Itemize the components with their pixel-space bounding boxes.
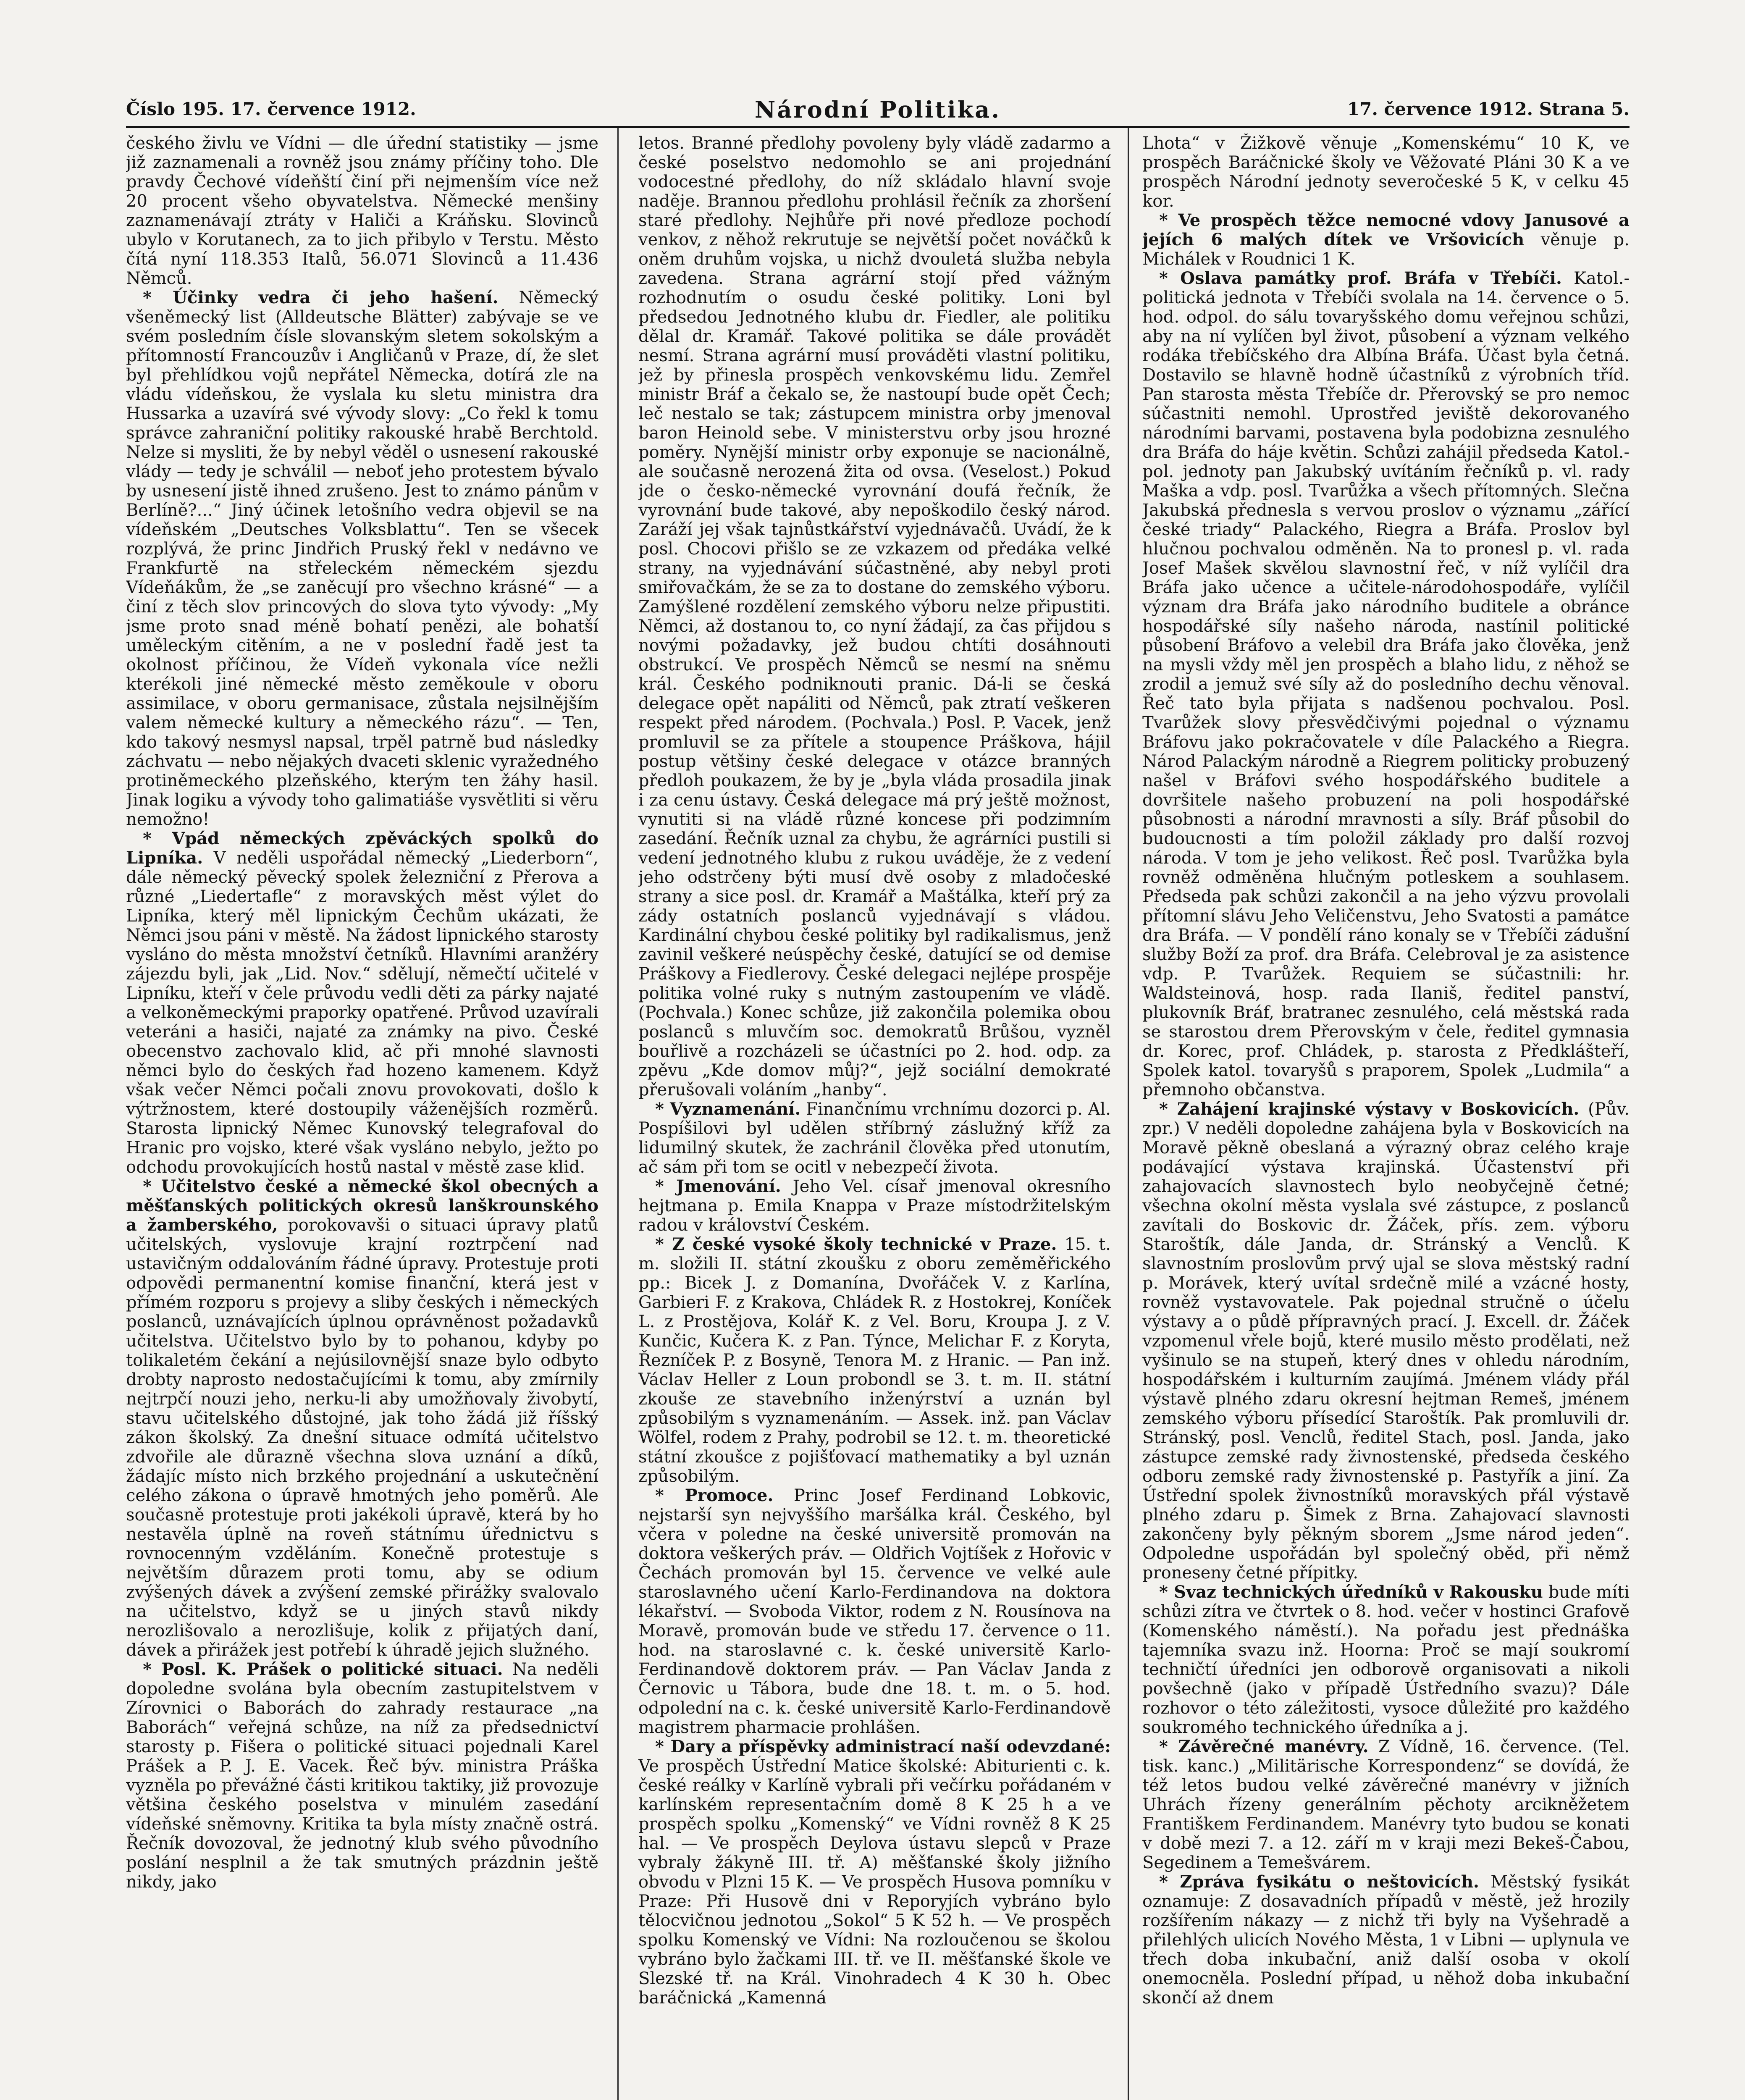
page-header: [126, 96, 1630, 128]
article-heading: * Posl. K. Prášek o politické situaci.: [143, 1659, 503, 1679]
article-heading: * Dary a příspěvky administrací naší odevzdané:: [655, 1737, 1111, 1756]
article-paragraph: letos. Branné předlohy povoleny byly vládě zadarmo a české poselstvo nedomohlo se ani projednání vodocestné předlohy, do níž skládalo hlavní svoje naděje. Brannou předlohu prohlásil řečník za zhoršení staré předlohy. Nejhůře při nové předloze pochodí venkov, z něhož rekrutuje se největší počet nováčků k oněm druhům vojska, u nichž dvouletá služba nebyla zavedena. Strana agrární stojí před vážným rozhodnutím o osudu české politiky. Loni byl předsedou Jednotného klubu dr. Fiedler, ale politiku dělal dr. Kramář. Takové politika se dále provádět nesmí. Strana agrární musí prováděti vlastní politiku, jež by přinesla prospěch venkovskému lidu. Zemřel ministr Bráf a čekalo se, že nastoupí bude opět Čech; leč nestalo se tak; zástupcem ministra orby jmenoval baron Heinold sebe. V ministerstvu orby jsou hrozné poměry. Nynější ministr orby exponuje se nacionálně, ale současně nerozená žita od ovsa. (Veselost.) Pokud jde o česko-německé vyrovnání doufá řečník, že vyrovnání bude takové, aby nepoškodilo český národ. Zaráží jej však tajnůstkářství vyjednávačů. Uvádí, že k posl. Chocovi přišlo se ze vzkazem od předáka velké strany, na vyjednávání súčastněné, aby nebyl proti smiřovačkám, že se za to dostane do zemského výboru. Zamýšlené rozdělení zemského výboru nelze připustiti. Němci, až dostanou to, co nyní žádají, za čas přijdou s novými požadavky, jež budou chtíti dosáhnouti obstrukcí. Ve prospěch Němců se nesmí na sněmu král. Českého podniknouti pranic. Dá-li se česká delegace opět napáliti od Němců, pak ztratí veškeren respekt před národem. (Pochvala.) Posl. P. Vacek, jenž promluvil se za přítele a stoupence Práškova, hájil postup většiny české delegace v otázce branných předloh poukazem, že by je „byla vláda prosadila jinak i za cenu ústavy. Česká delegace má prý ještě možnost, vynutiti si na vládě různé koncese při podzimním zasedání. Řečník uznal za chybu, že agrárníci pustili si vedení jednotného klubu z rukou uváděje, že z vedení jeho odstrčeny býti musí dvě osoby z mladočeské strany a sice posl. dr. Kramář a Maštálka, kteří prý za zády ostatních poslanců vyjednávají s vládou. Kardinální chybou české politiky byl radikalismus, jenž zavinil veškeré neúspěchy české, datující se od demise Práškovy a Fiedlerovy. České delegaci nejlépe prospěje politika volné ruky s nutným zastoupením ve vládě. (Pochvala.) Konec schůze, již zakončila polemika obou poslanců s mluvčím soc. demokratů Brůšou, vyzněl bouřlivě a rozcházeli se účastníci po 2. hod. odp. za zpěvu „Kde domov můj?“, jejž sociální demokraté přerušovali voláním „hanby“.: [638, 134, 1111, 1100]
article-paragraph: Lhota“ v Žižkově věnuje „Komenskému“ 10 K, ve prospěch Baráčnické školy ve Věžovaté Pláni 30 K a ve prospěch Národní jednoty severočeské 5 K, v celku 45 kor.: [1142, 134, 1630, 211]
article-paragraph: * Svaz technických úředníků v Rakousku bude míti schůzi zítra ve čtvrtek o 8. hod. večer v hostinci Grafově (Komenského náměstí.). Na pořadu jest přednáška tajemníka svazu inž. Hoorna: Proč se mají soukromí techničtí úředníci jen odborově organisovati a nikoli povšechně (jako v případě Ústředního svazu)? Dále rozhovor o této záležitosti, vysoce důležité pro každého soukromého technického úředníka a j.: [1142, 1582, 1630, 1737]
article-heading: * Účinky vedra či jeho hašení.: [143, 288, 499, 307]
article-heading: * Svaz technických úředníků v Rakousku: [1159, 1582, 1543, 1602]
article-paragraph: * Vyznamenání. Finančnímu vrchnímu dozorci p. Al. Pospíšilovi byl udělen stříbrný záslužný kříž za lidumilný skutek, že zachránil člověka před utonutím, ač sám při tom se ocitl v nebezpečí života.: [638, 1099, 1111, 1177]
article-heading: * Zpráva fysikátu o neštovicích.: [1159, 1872, 1479, 1892]
article-paragraph: * Jmenování. Jeho Vel. císař jmenoval okresního hejtmana p. Emila Knappa v Praze místodržitelským radou v království Českém.: [638, 1176, 1111, 1235]
column-divider: [617, 128, 619, 2100]
header-rule: [126, 126, 1630, 128]
masthead-title: Národní Politika.: [754, 96, 1001, 123]
article-paragraph: * Promoce. Princ Josef Ferdinand Lobkovic, nejstarší syn nejvyššího maršálka král. Českého, byl včera v poledne na české universitě promován na doktora veškerých práv. — Oldřich Vojtíšek z Hořovic v Čechách promován byl 15. července ve velké aule staroslavného učení Karlo-Ferdinandova na doktora lékařství. — Svoboda Viktor, rodem z N. Rousínova na Moravě, promován bude ve středu 17. července o 11. hod. na staroslavné c. k. české universitě Karlo-Ferdinandově doktorem práv. — Pan Václav Janda z Černovic u Tábora, bude dne 18. t. m. o 5. hod. odpolední na c. k. české universitě Karlo-Ferdinandově magistrem pharmacie prohlášen.: [638, 1486, 1111, 1737]
article-heading: * Zahájení krajinské výstavy v Boskovicích.: [1159, 1099, 1580, 1119]
header-date-page: 17. července 1912. Strana 5.: [1347, 99, 1630, 119]
article-paragraph: * Závěrečné manévry. Z Vídně, 16. července. (Tel. tisk. kanc.) „Militärische Korrespondenz“ se dovídá, že též letos budou velké závěrečné manévry v jižních Uhrách řízeny generálním pěchoty arcikněžetem Františkem Ferdinandem. Manévry tyto budou se konati v době mezi 7. a 12. září m v kraji mezi Bekeš-Čabou, Segedinem a Temešvárem.: [1142, 1737, 1630, 1872]
article-paragraph: * Posl. K. Prášek o politické situaci. Na neděli dopoledne svolána byla obecním zastupitelstvem v Zírovnici o Baborách do zahrady restaurace „na Baborách“ veřejná schůze, na níž za předsednictví starosty p. Fišera o politické situaci pojednali Karel Prášek a P. J. E. Vacek. Řeč býv. ministra Práška vyzněla po převážné části kritikou taktiky, již provozuje většina českého poselstva v minulém zasedání vídeňské sněmovny. Kritika ta byla místy značně ostrá. Řečník dovozoval, že jednotný klub svého původního poslání nesplnil a že tak smutných prázdnin ještě nikdy, jako: [126, 1659, 598, 1892]
article-heading: * Vyznamenání.: [655, 1099, 801, 1119]
article-heading: * Jmenování.: [655, 1176, 781, 1196]
column-3: [1142, 134, 1630, 2100]
article-paragraph: * Ve prospěch těžce nemocné vdovy Janusové a jejích 6 malých dítek ve Vršovicích věnuje p. Michálek v Roudnici 1 K.: [1142, 210, 1630, 269]
article-paragraph: * Zahájení krajinské výstavy v Boskovicích. (Pův. zpr.) V neděli dopoledne zahájena byla v Boskovicích na Moravě pěkně obeslaná a výrazný obraz celého kraje podávající výstava krajinská. Účastenství při zahajovacích slavnostech bylo neobyčejně četné; všechna okolní města vyslala své zástupce, z poslanců zavítali do Boskovic dr. Žáček, přís. zem. výboru Staroštík, dále Janda, dr. Stránský a Venclů. K slavnostním proslovům prvý ujal se slova městský radní p. Morávek, který uvítal srdečně milé a vzácné hosty, rovněž vystavovatele. Pak pojednal stručně o účelu výstavy a o půdě přípravných prací. J. Excell. dr. Žáček vzpomenul vřele bojů, které musilo město prodělati, než vyšinulo se na stupeň, který dnes v ohledu národním, hospodářském i kulturním zaujímá. Jménem vlády přál výstavě plného zdaru okresní hejtman Remeš, jménem zemského výboru přísedící Staroštík. Pak promluvili dr. Stránský, posl. Venclů, ředitel Stach, posl. Janda, jako zástupce zemské rady živnostenské, předseda českého odboru zemské rady živnostenské p. Pastyřík a jiní. Za Ústřední spolek živnostníků moravských přál výstavě plného zdaru p. Šimek z Brna. Zahajovací slavnosti zakončeny byly pěkným sborem „Jsme národ jeden“. Odpoledne uspořádán byl společný oběd, při němž proneseny četné přípitky.: [1142, 1099, 1630, 1583]
column-2: [638, 134, 1111, 2100]
article-heading: * Z české vysoké školy technické v Praze.: [655, 1234, 1057, 1254]
article-paragraph: * Zpráva fysikátu o neštovicích. Městský fysikát oznamuje: Z dosavadních případů v městě, jež hrozily rozšířením nákazy — z nichž tři byly na Vyšehradě a přilehlých ulicích Nového Města, 1 v Libni — uplynula ve třech doba inkubační, aniž další osoba v okolí onemocněla. Poslední případ, u něhož doba inkubační skončí až dnem: [1142, 1872, 1630, 2008]
article-paragraph: * Vpád německých zpěváckých spolků do Lipníka. V neděli uspořádal německý „Liederborn“, dále německý pěvecký spolek železniční z Přerova a různé „Liedertafle“ z moravských měst výlet do Lipníka, který měl lipnickým Čechům ukázati, že Němci jsou páni v městě. Na žádost lipnického starosty vysláno do města množství četníků. Hlavními aranžéry zájezdu byli, jak „Lid. Nov.“ sdělují, němečtí učitelé v Lipníku, kteří v čele průvodu vedli děti za párky najaté a velkoněmeckými praporky opatřené. Průvod uzavírali veteráni a hasiči, najaté za známky na pivo. České obecenstvo zachovalo klid, ač při mnohé slavnosti němci bylo do českých řad hozeno kamenem. Když však večer Němci počali znovu provokovati, došlo k výtržnostem, které dostoupily váženějších rozměrů. Starosta lipnický Němec Kunovský telegrafoval do Hranic pro vojsko, které však vysláno nebylo, ježto po odchodu provokujících hostů nastal v městě zase klid.: [126, 829, 598, 1177]
article-paragraph: * Učitelstvo české a německé škol obecných a měšťanských politických okresů lanškrounského a žamberského, porokovavši o situaci úpravy platů učitelských, vyslovuje krajní roztrpčení nad ustavičným oddalováním řádné úpravy. Protestuje proti odpovědi permanentní komise finanční, která jest v přímém rozporu s projevy a sliby českých i německých poslanců, uznávajících úplnou oprávněnost požadavků učitelstva. Učitelstvo bylo by to pohanou, kdyby po tolikaletém čekání a nejúsilovnější snaze bylo odbyto drobty naprosto nedostačujícími k tomu, aby zmírnily nejtrpčí nouzi jeho, nerku-li aby umožňovaly živobytí, stavu učitelského důstojné, jak toho žádá již říšský zákon školský. Za dnešní situace odmítá učitelstvo zdvořile ale důrazně všechna slova uznání a díků, žádajíc místo nich brzkého projednání a uskutečnění celého zákona o úpravě hmotných jeho poměrů. Ale současně protestuje proti jakékoli úpravě, která by ho nestavěla úplně na roveň státnímu úřednictvu s rovnocenným vzděláním. Konečně protestuje s největším důrazem proti tomu, aby se odium zvýšených dávek a zvýšení zemské přirážky svalovalo na učitelstvo, když se u jiných stavů nikdy nerozlišovalo a nerozlišuje, kolik z přijatých daní, dávek a přirážek jest potřebí k úhradě jejich služného.: [126, 1176, 598, 1660]
article-paragraph: * Dary a příspěvky administrací naší odevzdané: Ve prospěch Ústřední Matice školské: Abiturienti c. k. české reálky v Karlíně vybrali při večírku pořádaném v karlínském representačním domě 8 K 25 h a ve prospěch spolku „Komenský“ ve Vídni rovněž 8 K 25 hal. — Ve prospěch Deylova ústavu slepců v Praze vybraly žákyně III. tř. A) měšťanské školy jižního obvodu v Plzni 15 K. — Ve prospěch Husova pomníku v Praze: Při Husově dni v Reporyjích vybráno bylo tělocvičnou jednotou „Sokol“ 5 K 52 h. — Ve prospěch spolku Komenský ve Vídni: Na rozloučenou se školou vybráno bylo žačkami III. tř. ve II. měšťanské škole ve Slezské tř. na Král. Vinohradech 4 K 30 h. Obec baráčnická „Kamenná: [638, 1737, 1111, 2008]
article-heading: * Promoce.: [655, 1486, 774, 1505]
article-paragraph: českého živlu ve Vídni — dle úřední statistiky — jsme již zaznamenali a rovněž jsou známy příčiny toho. Dle pravdy Čechové vídeňští činí při nejmenším více než 20 procent všeho obyvatelstva. Německé menšiny zaznamenávají ztráty v Haliči a Kráňsku. Slovinců ubylo v Korutanech, za to jich přibylo v Terstu. Město čítá nyní 118.353 Italů, 56.071 Slovinců a 11.436 Němců.: [126, 134, 598, 288]
article-heading: * Ve prospěch těžce nemocné vdovy Janusové a jejích 6 malých dítek ve Vršovicích: [1142, 210, 1630, 249]
article-heading: * Učitelstvo české a německé škol obecných a měšťanských politických okresů lanškrounského a žamberského,: [126, 1176, 598, 1235]
article-heading: * Oslava památky prof. Bráfa v Třebíči.: [1159, 268, 1562, 288]
header-issue-date: Číslo 195. 17. července 1912.: [126, 99, 416, 119]
article-paragraph: * Oslava památky prof. Bráfa v Třebíči. Katol.-politická jednota v Třebíči svolala na 14. července o 5. hod. odpol. do sálu tovaryšského domu veřejnou schůzi, aby na ní vylíčen byl život, působení a význam velkého rodáka třebíčského dra Albína Bráfa. Účast byla četná. Dostavilo se hlavně hodně účastníků z výrobních tříd. Pan starosta města Třebíče dr. Přerovský se pro nemoc súčastniti nemohl. Uprostřed jeviště dekorovaného národními barvami, postavena byla podobizna zesnulého dra Bráfa do háje květin. Schůzi zahájil předseda Katol.-pol. jednoty pan Jakubský uvítáním řečníků p. vl. rady Maška a vdp. posl. Tvarůžka a všech přítomných. Slečna Jakubská přednesla s vervou proslov o významu „zářící české triady“ Palackého, Riegra a Bráfa. Proslov byl hlučnou pochvalou odměněn. Na to pronesl p. vl. rada Josef Mašek skvělou slavnostní řeč, v níž vylíčil dra Bráfa jako učence a učitele-národohospodáře, vylíčil význam dra Bráfa jako národního buditele a obránce hospodářské síly našeho národa, nastínil politické působení Bráfovo a velebil dra Bráfa jako člověka, jenž na mysli vždy měl jen prospěch a blaho lidu, z něhož se zrodil a jemuž své síly až do posledního dechu věnoval. Řeč tato byla přijata s nadšenou pochvalou. Posl. Tvarůžek slovy přesvědčivými pojednal o významu Bráfovu jako pokračovatele v díle Palackého a Riegra. Národ Palackým národně a Riegrem politicky probuzený našel v Bráfovi svého hospodářského buditele a dovršitele našeho probuzení na poli hospodářské působnosti a národní mravnosti a síly. Bráf působil do budoucnosti a tím položil základy pro další rozvoj národa. V tom je jeho velikost. Řeč posl. Tvarůžka byla rovněž odměněna hlučným potleskem a souhlasem. Předseda pak schůzi zakončil a na jeho výzvu provolali přítomní slávu Jeho Veličenstvu, Jeho Svatosti a památce dra Bráfa. — V pondělí ráno konaly se v Třebíči zádušní služby Boží za prof. dra Bráfa. Celebroval je za asistence vdp. P. Tvarůžek. Requiem se súčastnili: hr. Waldsteinová, hosp. rada Ilaniš, ředitel panství, plukovník Bráf, bratranec zesnulého, celá městská rada se starostou drem Přerovským v čele, ředitel gymnasia dr. Korec, prof. Chládek, p. starosta z Předklášteří, Spolek katol. tovaryšů s praporem, Spolek „Ludmila“ a přemnoho občanstva.: [1142, 268, 1630, 1100]
article-paragraph: * Účinky vedra či jeho hašení. Německý všeněmecký list (Alldeutsche Blätter) zabývaje se ve svém posledním čísle slovanským sletem sokolským a přítomností Francouzův i Angličanů v Praze, dí, že slet byl přehlídkou vojů nepřátel Německa, dotírá zle na vládu vídeňskou, že vyslala ku sletu ministra dra Hussarka a uzavírá své vývody slovy: „Co řekl k tomu správce zahraniční politiky rakouské hrabě Berchtold. Nelze si mysliti, že by nebyl věděl o usnesení rakouské vlády — tedy je schválil — neboť jeho protestem bývalo by usnesení jistě ihned zrušeno. Jest to známo pánům v Berlíně?...“ Jiný účinek letošního vedra objevil se na vídeňském „Deutsches Volksblattu“. Ten se všecek rozplývá, že princ Jindřich Pruský řekl v nedávno ve Frankfurtě na střeleckém německém sjezdu Vídeňákům, že „se zaněcují pro všechno krásné“ — a činí z těch slov princových do slova tyto vývody: „My jsme proto snad méně bohatí penězi, ale bohatší uměleckým citěním, a ne v poslední řadě jest ta okolnost příčinou, že Vídeň vykonala více nežli kterékoli jiné německé město zeměkoule v oboru assimilace, v oboru germanisace, zůstala nejsilnějším valem německé kultury a německého rázu“. — Ten, kdo takový nesmysl napsal, trpěl patrně bud následky záchvatu — nebo nějakých dvaceti sklenic vyražedného protiněmeckého plzeňského, kterým ten žáhy hasil. Jinak logiku a vývody toho galimatiáše vysvětliti si věru nemožno!: [126, 288, 598, 829]
column-divider: [1128, 128, 1129, 2100]
article-heading: * Vpád německých zpěváckých spolků do Lipníka.: [126, 829, 598, 868]
article-heading: * Závěrečné manévry.: [1159, 1737, 1369, 1756]
article-paragraph: * Z české vysoké školy technické v Praze. 15. t. m. složili II. státní zkoušku z oboru zeměměřického pp.: Bicek J. z Domanína, Dvořáček V. z Karlína, Garbieri F. z Krakova, Chládek R. z Hostokrej, Koníček L. z Prostějova, Kolář K. z Vel. Boru, Kroupa J. z V. Kunčic, Kučera K. z Pan. Týnce, Melichar F. z Koryta, Řezníček P. z Bosyně, Tenora M. z Hranic. — Pan inž. Václav Heller z Loun probondl se 3. t. m. II. státní zkouše ze stavebního inženýrství a uznán byl způsobilým s vyznamenáním. — Assek. inž. pan Václav Wölfel, rodem z Prahy, podrobil se 12. t. m. theoretické státní zkoušce z pojišťovací mathematiky a byl uznán způsobilým.: [638, 1234, 1111, 1486]
column-1: [126, 134, 598, 2100]
